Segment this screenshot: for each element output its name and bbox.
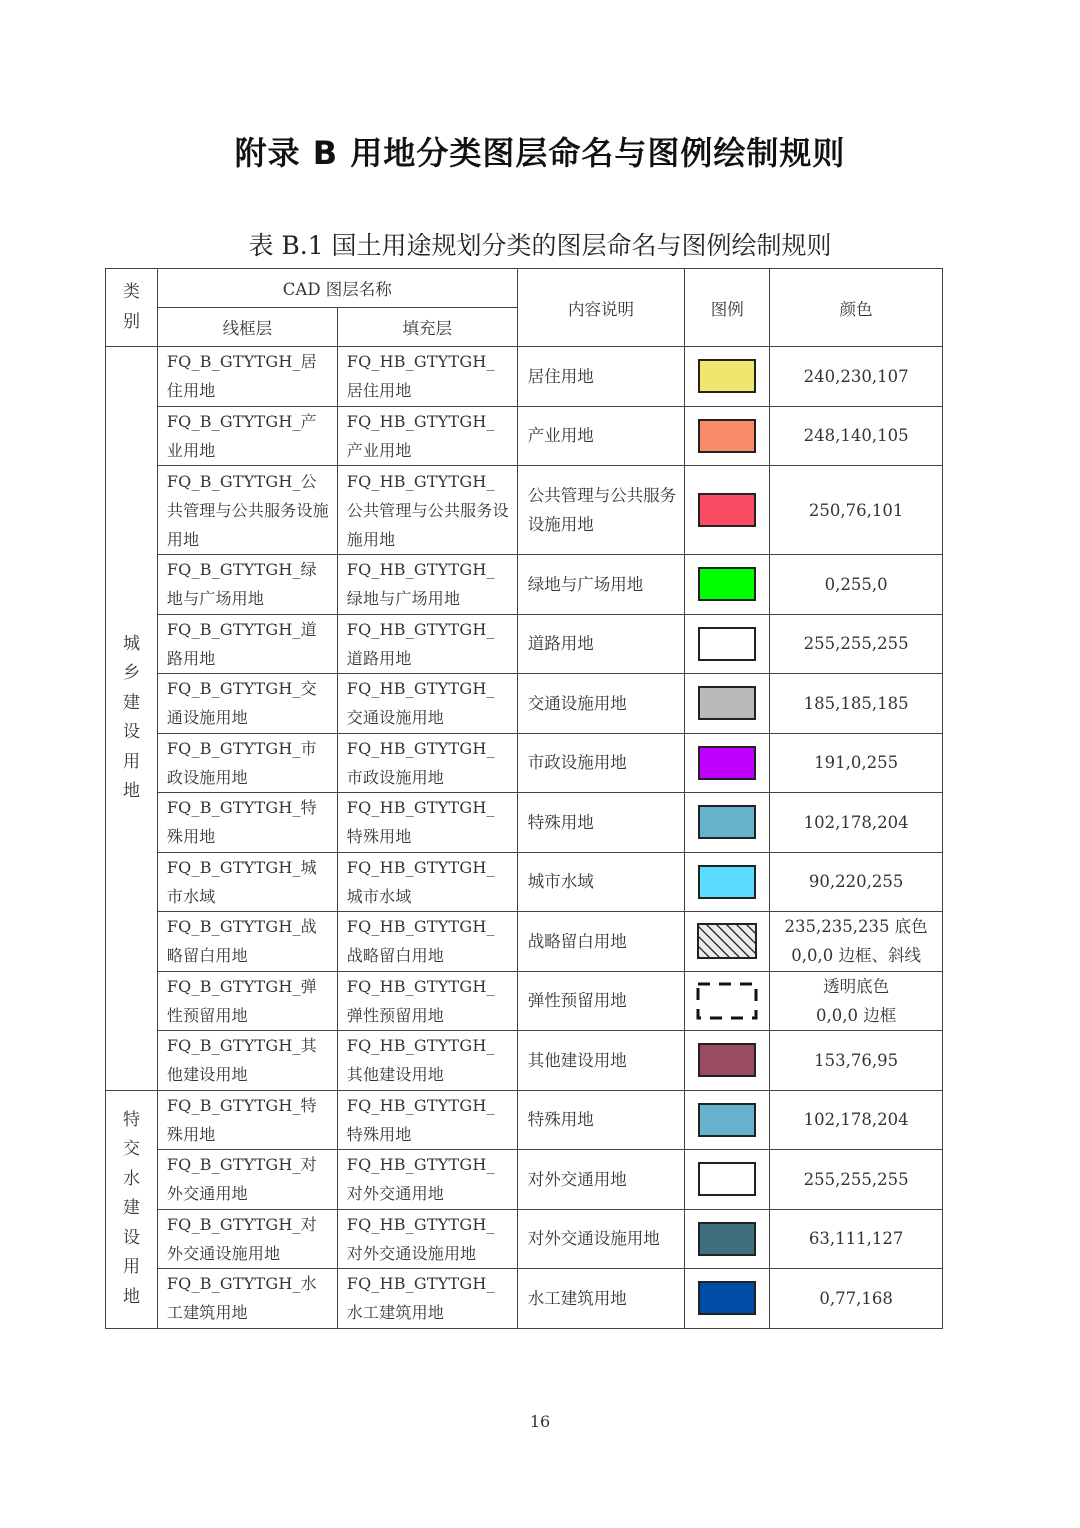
description-cell: 特殊用地 <box>517 1090 685 1150</box>
color-cell <box>770 1209 943 1269</box>
legend-swatch <box>698 627 756 661</box>
wire-layer-cell: FQ_B_GTYTGH_绿地与广场用地 <box>157 555 337 615</box>
category-cell <box>106 1090 158 1328</box>
category-cell <box>106 347 158 1091</box>
wire-layer-cell: FQ_B_GTYTGH_战略留白用地 <box>157 912 337 972</box>
legend-swatch <box>698 805 756 839</box>
legend-swatch <box>698 1043 756 1077</box>
wire-layer-cell: FQ_B_GTYTGH_特殊用地 <box>157 793 337 853</box>
fill-layer-cell: FQ_HB_GTYTGH_对外交通用地 <box>337 1150 517 1210</box>
fill-layer-cell: FQ_HB_GTYTGH_其他建设用地 <box>337 1031 517 1091</box>
legend-cell <box>685 1090 770 1150</box>
fill-layer-cell: FQ_HB_GTYTGH_市政设施用地 <box>337 733 517 793</box>
wire-layer-cell: FQ_B_GTYTGH_产业用地 <box>157 406 337 466</box>
legend-swatch <box>698 686 756 720</box>
header-color: 颜色 <box>770 269 943 347</box>
color-value: 250,76,101 <box>808 500 904 520</box>
color-value: 185,185,185 <box>803 693 909 713</box>
table-row <box>106 466 943 555</box>
legend-hatch-swatch <box>696 922 758 960</box>
legend-cell <box>685 555 770 615</box>
legend-swatch <box>698 567 756 601</box>
table-row <box>106 1269 943 1329</box>
legend-cell <box>685 971 770 1031</box>
fill-layer-cell: FQ_HB_GTYTGH_城市水域 <box>337 852 517 912</box>
description-cell: 产业用地 <box>517 406 685 466</box>
table-row <box>106 555 943 615</box>
header-category <box>106 269 158 347</box>
wire-layer-cell: FQ_B_GTYTGH_市政设施用地 <box>157 733 337 793</box>
description-cell: 弹性预留用地 <box>517 971 685 1031</box>
legend-swatch <box>698 1222 756 1256</box>
table-body <box>106 347 943 1329</box>
legend-dashed-swatch <box>696 982 758 1020</box>
color-cell <box>770 347 943 407</box>
color-cell <box>770 1090 943 1150</box>
color-cell <box>770 1150 943 1210</box>
table-row <box>106 1090 943 1150</box>
table-row <box>106 1209 943 1269</box>
description-cell: 道路用地 <box>517 614 685 674</box>
legend-cell <box>685 466 770 555</box>
table-row <box>106 733 943 793</box>
color-cell <box>770 614 943 674</box>
legend-cell <box>685 1031 770 1091</box>
description-cell: 战略留白用地 <box>517 912 685 972</box>
legend-cell <box>685 1150 770 1210</box>
legend-swatch <box>698 865 756 899</box>
fill-layer-cell: FQ_HB_GTYTGH_特殊用地 <box>337 793 517 853</box>
color-value: 0,0,0 边框 <box>815 1005 897 1025</box>
color-value: 235,235,235 底色 <box>784 917 928 937</box>
description-cell: 特殊用地 <box>517 793 685 853</box>
color-cell <box>770 852 943 912</box>
fill-layer-cell: FQ_HB_GTYTGH_道路用地 <box>337 614 517 674</box>
color-cell <box>770 406 943 466</box>
layer-rules-table <box>105 268 943 1329</box>
color-value: 191,0,255 <box>814 753 899 773</box>
category-label: 特交水建设用地 <box>122 1109 140 1307</box>
color-value: 90,220,255 <box>808 872 904 892</box>
wire-layer-cell: FQ_B_GTYTGH_公共管理与公共服务设施用地 <box>157 466 337 555</box>
legend-cell <box>685 793 770 853</box>
color-value: 0,255,0 <box>824 574 888 594</box>
color-value: 63,111,127 <box>808 1229 904 1249</box>
legend-swatch <box>698 746 756 780</box>
color-value: 102,178,204 <box>803 1110 909 1130</box>
wire-layer-cell: FQ_B_GTYTGH_交通设施用地 <box>157 674 337 734</box>
fill-layer-cell: FQ_HB_GTYTGH_特殊用地 <box>337 1090 517 1150</box>
fill-layer-cell: FQ_HB_GTYTGH_产业用地 <box>337 406 517 466</box>
legend-cell <box>685 1209 770 1269</box>
description-cell: 市政设施用地 <box>517 733 685 793</box>
wire-layer-cell: FQ_B_GTYTGH_居住用地 <box>157 347 337 407</box>
page-number: 16 <box>529 1412 551 1431</box>
legend-cell <box>685 614 770 674</box>
legend-swatch <box>698 1281 756 1315</box>
wire-layer-cell: FQ_B_GTYTGH_对外交通设施用地 <box>157 1209 337 1269</box>
category-label: 城乡建设用地 <box>122 633 140 802</box>
table-row <box>106 1031 943 1091</box>
legend-swatch <box>698 493 756 527</box>
table-row <box>106 971 943 1031</box>
wire-layer-cell: FQ_B_GTYTGH_道路用地 <box>157 614 337 674</box>
description-cell: 对外交通用地 <box>517 1150 685 1210</box>
table-row <box>106 852 943 912</box>
table-row <box>106 674 943 734</box>
fill-layer-cell: FQ_HB_GTYTGH_公共管理与公共服务设施用地 <box>337 466 517 555</box>
description-cell: 居住用地 <box>517 347 685 407</box>
wire-layer-cell: FQ_B_GTYTGH_弹性预留用地 <box>157 971 337 1031</box>
header-fill: 填充层 <box>337 308 517 347</box>
color-value: 0,77,168 <box>819 1288 893 1308</box>
fill-layer-cell: FQ_HB_GTYTGH_对外交通设施用地 <box>337 1209 517 1269</box>
legend-cell <box>685 1269 770 1329</box>
table-row <box>106 793 943 853</box>
header-desc: 内容说明 <box>517 269 685 347</box>
header-cad: CAD 图层名称 <box>157 269 517 308</box>
legend-cell <box>685 852 770 912</box>
legend-cell <box>685 674 770 734</box>
fill-layer-cell: FQ_HB_GTYTGH_交通设施用地 <box>337 674 517 734</box>
color-value: 102,178,204 <box>803 812 909 832</box>
header-wire: 线框层 <box>157 308 337 347</box>
legend-swatch <box>698 359 756 393</box>
wire-layer-cell: FQ_B_GTYTGH_其他建设用地 <box>157 1031 337 1091</box>
color-value: 透明底色 <box>823 976 890 996</box>
legend-cell <box>685 912 770 972</box>
color-value: 248,140,105 <box>803 426 909 446</box>
table-row <box>106 347 943 407</box>
fill-layer-cell: FQ_HB_GTYTGH_弹性预留用地 <box>337 971 517 1031</box>
table-row <box>106 614 943 674</box>
appendix-title: 附录 B 用地分类图层命名与图例绘制规则 <box>234 134 846 172</box>
legend-swatch <box>698 1103 756 1137</box>
table-row <box>106 1150 943 1210</box>
color-cell <box>770 1031 943 1091</box>
fill-layer-cell: FQ_HB_GTYTGH_战略留白用地 <box>337 912 517 972</box>
color-value: 255,255,255 <box>803 634 909 654</box>
table-row <box>106 406 943 466</box>
wire-layer-cell: FQ_B_GTYTGH_对外交通用地 <box>157 1150 337 1210</box>
description-cell: 其他建设用地 <box>517 1031 685 1091</box>
legend-swatch <box>698 419 756 453</box>
description-cell: 交通设施用地 <box>517 674 685 734</box>
fill-layer-cell: FQ_HB_GTYTGH_绿地与广场用地 <box>337 555 517 615</box>
color-cell <box>770 1269 943 1329</box>
legend-cell <box>685 347 770 407</box>
color-value: 255,255,255 <box>803 1169 909 1189</box>
description-cell: 公共管理与公共服务设施用地 <box>517 466 685 555</box>
wire-layer-cell: FQ_B_GTYTGH_特殊用地 <box>157 1090 337 1150</box>
color-value: 153,76,95 <box>814 1050 899 1070</box>
fill-layer-cell: FQ_HB_GTYTGH_居住用地 <box>337 347 517 407</box>
wire-layer-cell: FQ_B_GTYTGH_水工建筑用地 <box>157 1269 337 1329</box>
table-row <box>106 912 943 972</box>
color-cell <box>770 466 943 555</box>
legend-cell <box>685 733 770 793</box>
color-value: 240,230,107 <box>803 366 909 386</box>
color-cell <box>770 793 943 853</box>
color-cell <box>770 733 943 793</box>
description-cell: 水工建筑用地 <box>517 1269 685 1329</box>
fill-layer-cell: FQ_HB_GTYTGH_水工建筑用地 <box>337 1269 517 1329</box>
description-cell: 城市水域 <box>517 852 685 912</box>
color-cell <box>770 674 943 734</box>
color-cell <box>770 912 943 972</box>
wire-layer-cell: FQ_B_GTYTGH_城市水域 <box>157 852 337 912</box>
description-cell: 绿地与广场用地 <box>517 555 685 615</box>
header-category-text: 类别 <box>122 282 140 332</box>
color-cell <box>770 555 943 615</box>
color-cell <box>770 971 943 1031</box>
table-caption: 表 B.1 国土用途规划分类的图层命名与图例绘制规则 <box>248 231 832 260</box>
description-cell: 对外交通设施用地 <box>517 1209 685 1269</box>
legend-swatch <box>698 1162 756 1196</box>
color-value: 0,0,0 边框、斜线 <box>791 946 921 966</box>
header-legend: 图例 <box>685 269 770 347</box>
legend-cell <box>685 406 770 466</box>
